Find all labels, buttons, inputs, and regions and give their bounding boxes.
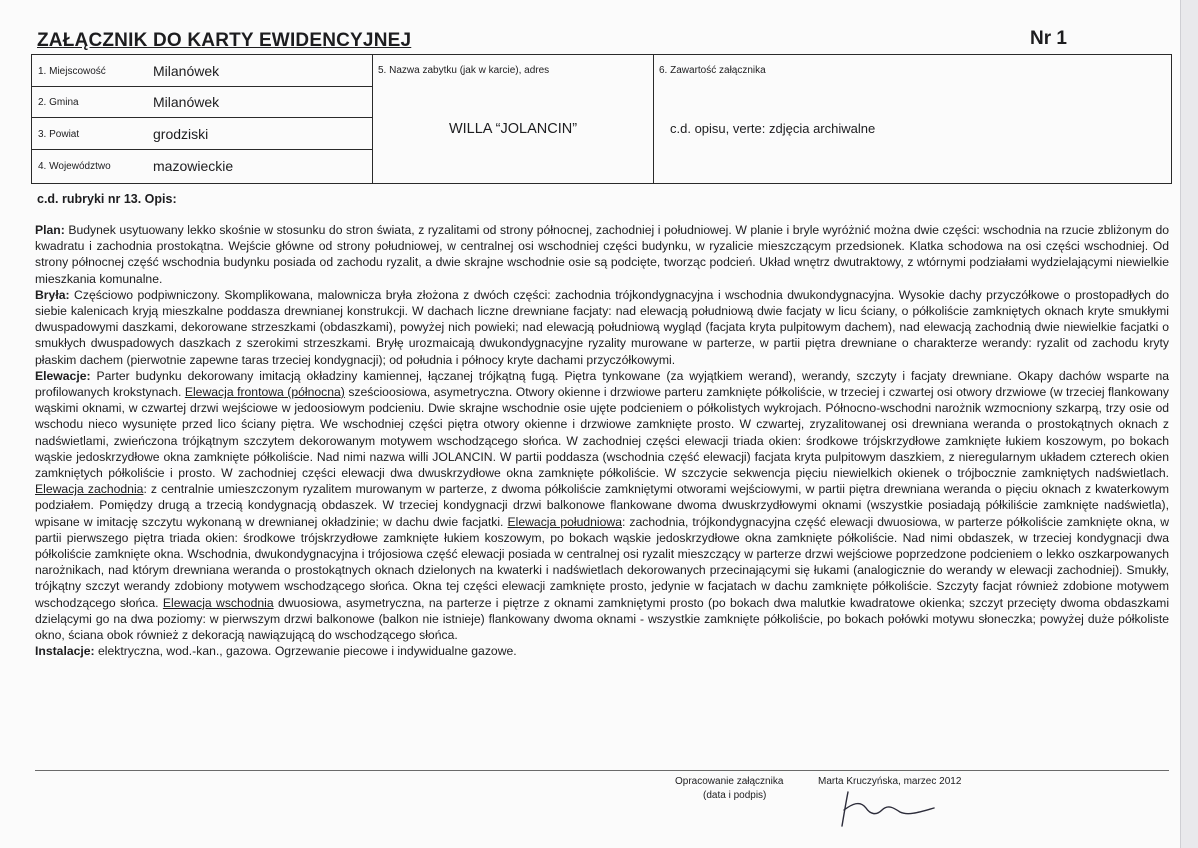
document-title: ZAŁĄCZNIK DO KARTY EWIDENCYJNEJ	[37, 30, 412, 51]
bryla-label: Bryła:	[35, 287, 70, 302]
location-row	[32, 118, 372, 150]
plan-paragraph	[35, 222, 1169, 287]
location-label: 4. Województwo	[38, 161, 111, 172]
bryla-text: Częściowo podpiwniczony. Skomplikowana, malownicza bryła złożona z dwóch części: zachodnia trójkondygnacyjna i wschodnia dwukondygnacyjna. Wysokie dachy przyczółkowe o prostopadłych do siebie kalenicach kryją mieszkalne poddasza drewnianej konstrukcji. W dachach liczne drewniane facjaty: nad elewacją południową dwie facjaty w licu ściany, o półkoliście zamkniętych oknach kryte smukłymi dwuspadowymi daszkami, dekorowane strzeszkami (obdaszkami), powyżej nich powieki; nad elewacją południową wygląd (facjata kryta pulpitowym dachem), nad elewacją zachodnią dwie niewielkie facjatki o smukłych dwuspadowych daszkach z szerokimi strzeszkami. Bryłę urozmaicają dwukondygnacyjne ryzality murowane w parterze, w partii piętra drewniane o charakterze werandy: ryzalit od zachodu kryty płaskim dachem (pierwotnie zapewne taras trzeciej kondygnacji); od południa i północy kryte dachami przyczółkowymi.	[35, 287, 1169, 367]
monument-column	[373, 55, 654, 183]
elewacje-intro: Parter budynku dekorowany imitacją okładziny kamiennej, łączanej trójkątną fugą. Piętra tynkowane (za wyjątkiem werand), werandy, szczyty i facjaty drewniane. Okapy dachów wsparte na profilowanych krokstynach.	[35, 368, 1170, 400]
location-label: 3. Powiat	[38, 129, 80, 140]
west-elevation-heading: Elewacja zachodnia	[35, 482, 144, 497]
description-body	[35, 222, 1169, 659]
front-elevation-heading: Elewacja frontowa (północna)	[184, 385, 345, 400]
contents-label: 6. Zawartość załącznika	[659, 65, 766, 76]
south-elevation-text: : zachodnia, trójkondygnacyjna część elewacji dwuosiowa, w parterze półkoliście zamknięte okna, w partii pierwszego piętra triada okien: środkowe trójskrzydłowe zamknięte łukiem koszowym, po bokach wąskie jedoskrzydłowe okna zamknięte półkoliście. Nad nimi obdaszek, w trzeciej kondygnacji dwa półkoliście zamknięte okna. Wschodnia, dwukondygnacyjna i trójosiowa część elewacji posiada w centralnej osi ryzalit mieszczący w parterze drzwi wejściowe poprzedzone podcieniem o lekko oszkarpowanych narożnikach, nad którym drewniana weranda o prostokątnych oknach dzielonych na kwaterki i nadświetlach dekorowanych przecinającymi się łukami (analogicznie do werandy w elewacji zachodniej). Smukły, trójkątny szczyt werandy zdobiony motywem wschodzącego słońca. Okna tej części elewacji zamknięte prosto, jedynie w facjatach w dachu zamknięte półkoliście. Szczyty facjat również zdobione motywem wschodzącego słońca.	[35, 514, 1170, 610]
bryla-paragraph	[35, 287, 1169, 368]
instalacje-text: elektryczna, wod.-kan., gazowa. Ogrzewanie piecowe i indywidualne gazowe.	[98, 644, 517, 659]
location-value: Milanówek	[153, 63, 220, 79]
contents-column	[654, 55, 1171, 183]
section-heading: c.d. rubryki nr 13. Opis:	[37, 192, 177, 206]
location-row	[32, 86, 372, 118]
elewacje-paragraph	[35, 368, 1169, 643]
west-elevation-text: : z centralnie umieszczonym ryzalitem murowanym w parterze, z dwoma półkoliście zamkniętymi otworami wejściowymi, w partii piętra drewniana weranda o pięciu oknach z kwaterkowym podziałem. Pomiędzy drugą a trzecią kondygnacją obdaszek. W trzeciej kondygnacji drzwi balkonowe flankowane dwoma dwuskrzydłowymi oknami (wszystkie posiadają półkiliście zamknięte nadświetla), wpisane w imitację szczytu wykonaną w drewnianej okładzinie; w dachu dwie facjatki.	[35, 482, 1169, 529]
location-value: Milanówek	[153, 94, 220, 110]
location-row	[32, 55, 372, 87]
author-signature-text: Marta Kruczyńska, marzec 2012	[818, 776, 962, 787]
front-elevation-text: sześcioosiowa, asymetryczna. Otwory okienne i drzwiowe parteru zamknięte półkoliście, w trzeciej i czwartej osi otwory drzwiowe (w trzeciej flankowany wąskimi oknami, w czwartej drzwi wejściowe w jedoosiowym podcieniu. Dwie skrajne wschodnie osie ujęte podcieniem o półkolistych wykrojach. Północno-wschodni narożnik wzmocniony szkarpą, trzy osie od wschodu nieco wysunięte przed lico ściany piętra. We wschodniej części piętra otwory okienne i drzwiowe zamknięte prosto. W czwartej, zryzalitowanej osi drewniana weranda o prostokątnych oknach z nadświetlami, zwieńczona trójkątnym szczytem dekorowanym motywem wschodzącego słońca. W zachodniej części elewacji triada okien: środkowe trójskrzydłowe zamknięte łukiem koszowym, po bokach wąskie jedoskrzydłowe okna zamknięte półkoliście. Nad nimi nazwa willi JOLANCIN. W partii poddasza (wschodnia część elewacji) facjata kryta pulpitowym daszkiem, z nieregularnym układem czterech okien zamkniętych półkoliście i prosto. W zachodniej części elewacji dwa dwuskrzydłowe okna zamknięte półkoliście. W szczycie sekwencja pięciu niewielkich okienek o trójbocznie zamkniętych nadświetlach.	[35, 385, 1169, 481]
elewacje-label: Elewacje:	[35, 368, 91, 383]
location-label: 1. Miejscowość	[38, 66, 106, 77]
location-label: 2. Gmina	[38, 97, 79, 108]
header-table	[31, 54, 1172, 184]
prepared-sublabel: (data i podpis)	[703, 790, 767, 801]
instalacje-paragraph	[35, 643, 1169, 659]
contents-value: c.d. opisu, verte: zdjęcia archiwalne	[670, 121, 876, 136]
instalacje-label: Instalacje:	[35, 644, 95, 659]
south-elevation-heading: Elewacja południowa	[507, 514, 622, 529]
location-value: grodziski	[153, 126, 209, 142]
plan-label: Plan:	[35, 223, 65, 237]
east-elevation-heading: Elewacja wschodnia	[162, 595, 274, 610]
location-value: mazowieckie	[153, 158, 234, 174]
monument-name: WILLA “JOLANCIN”	[448, 121, 578, 137]
handwritten-signature	[830, 786, 940, 830]
document-number: Nr 1	[1030, 28, 1067, 49]
location-column	[32, 55, 373, 183]
footer-divider	[35, 770, 1169, 771]
prepared-label: Opracowanie załącznika	[675, 776, 784, 787]
location-row	[32, 150, 372, 183]
east-elevation-text: dwuosiowa, asymetryczna, na parterze i piętrze z oknami zamkniętymi prosto (po bokach dwa malutkie kwadratowe okienka; szczyt przecięty dwoma obdaszkami dzielącymi go na dwa poziomy: w pierwszym drzwi balkonowe (balkon nie istnieje) flankowany dwoma oknami - wszystkie zamknięte półkoliście, po bokach połówki motywu słoneczka; powyżej duże półkoliste okno, ściana obok również z dekoracją nawiązującą do wschodzącego słońca.	[35, 595, 1170, 643]
plan-text: Budynek usytuowany lekko skośnie w stosunku do stron świata, z ryzalitami od strony północnej, zachodniej i południowej. W planie i bryle wyróżnić można dwie części: wschodnia na rzucie zbliżonym do kwadratu i zachodnia prostokątna. Wejście główne od strony południowej, w centralnej osi wschodniej części budynku, w ryzalicie mieszczącym przedsionek. Klatka schodowa na osi części wschodniej. Od strony północnej część wschodnia budynku posiada od zachodu ryzalit, a dwie skrajne wschodnie osie są podcięte, tworząc podcień. Układ wnętrz dwutraktowy, z wtórnymi podziałami wydzielającymi niewielkie mieszkania komunalne.	[35, 223, 1170, 286]
monument-label: 5. Nazwa zabytku (jak w karcie), adres	[378, 65, 550, 76]
